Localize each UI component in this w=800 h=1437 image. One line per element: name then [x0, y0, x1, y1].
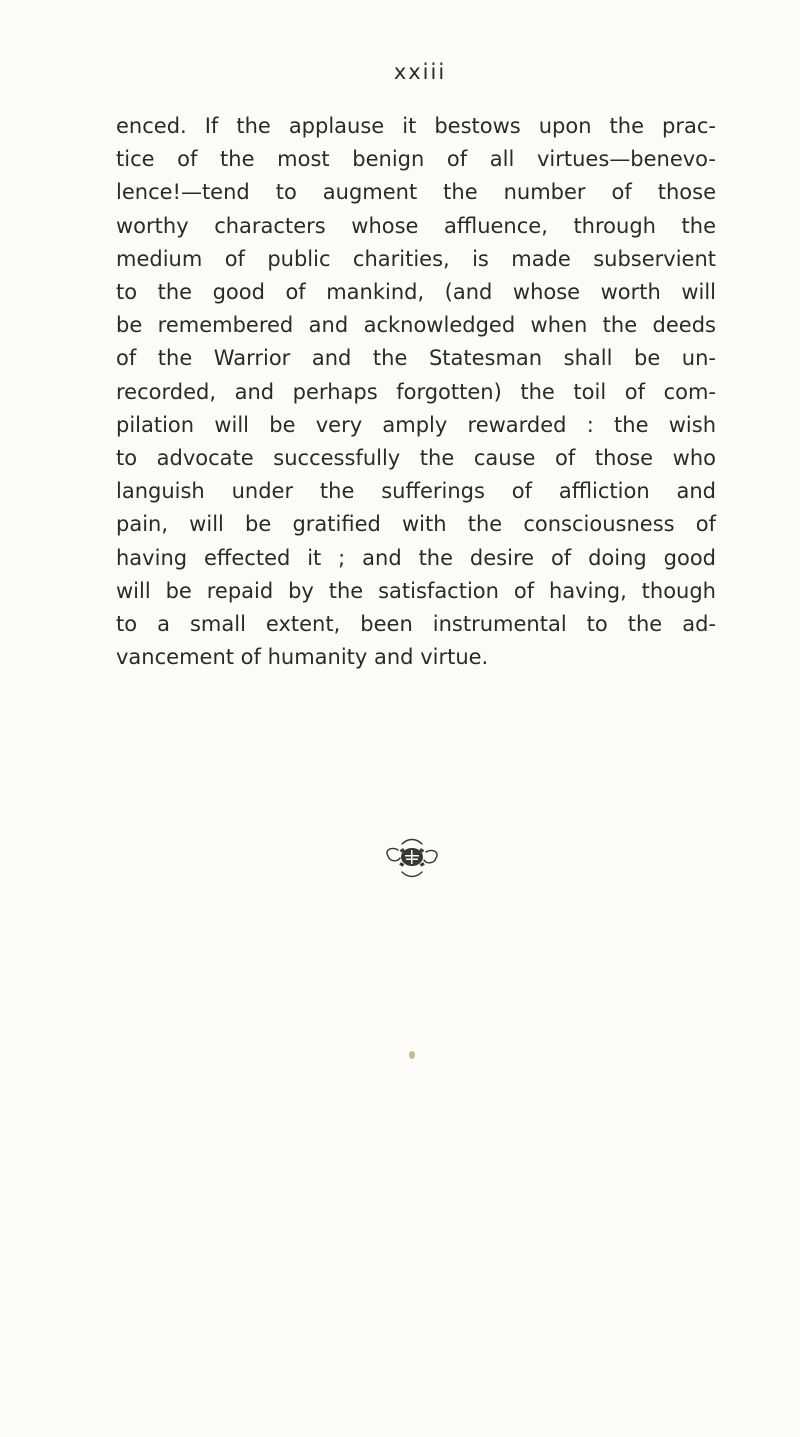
- text-line: of the Warrior and the Statesman shall be un-: [116, 346, 716, 371]
- text-line: pain, will be gratified with the consciousness of: [116, 512, 716, 537]
- page-number: xxiii: [393, 60, 447, 84]
- text-line: be remembered and acknowledged when the deeds: [116, 313, 716, 338]
- text-line: pilation will be very amply rewarded : the wish: [116, 412, 716, 437]
- text-line: medium of public charities, is made subservient: [116, 246, 716, 271]
- text-line: worthy characters whose affluence, through the: [116, 213, 716, 238]
- text-line: recorded, and perhaps forgotten) the toil of com-: [116, 379, 716, 404]
- paper-speck: [409, 1051, 415, 1059]
- text-line: enced. If the applause it bestows upon the prac-: [116, 114, 716, 138]
- text-line: will be repaid by the satisfaction of having, though: [116, 578, 716, 603]
- printer-ornament-icon: [380, 836, 444, 880]
- text-line: to the good of mankind, (and whose worth will: [116, 280, 716, 305]
- text-line: languish under the sufferings of affliction and: [116, 479, 716, 504]
- text-line: tice of the most benign of all virtues—benevo-: [116, 147, 716, 172]
- text-line: to a small extent, been instrumental to the ad-: [116, 612, 716, 637]
- body-paragraph: [116, 110, 716, 674]
- text-line: having effected it ; and the desire of doing good: [116, 545, 716, 570]
- text-line: vancement of humanity and virtue.: [116, 645, 489, 670]
- text-line: lence!—tend to augment the number of those: [116, 180, 716, 205]
- text-line: to advocate successfully the cause of those who: [116, 446, 716, 471]
